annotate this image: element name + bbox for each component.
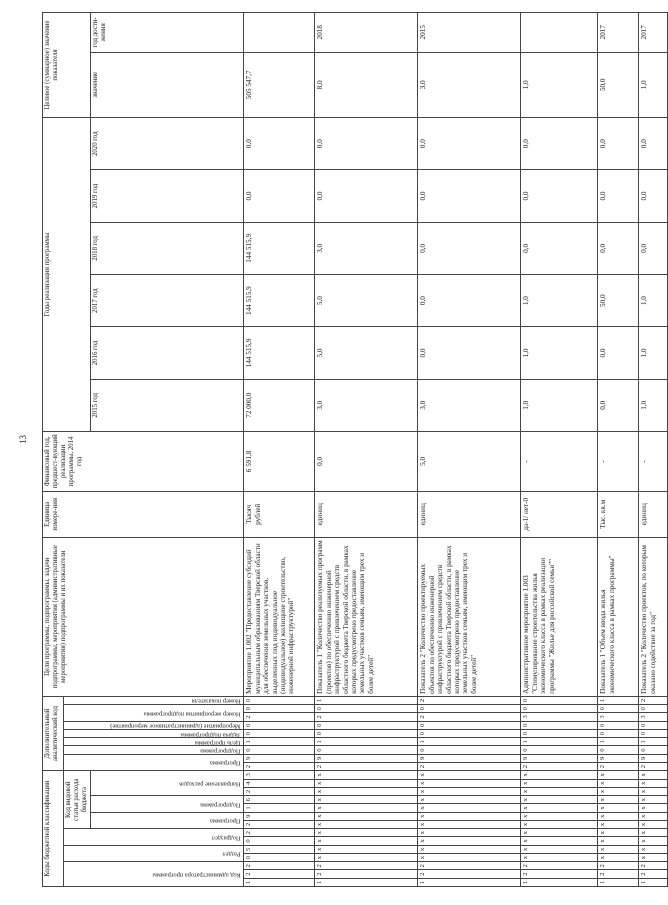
code-digit: 1 — [418, 738, 521, 746]
code-digit: 1 — [418, 878, 521, 886]
header-y2018: 2018 год — [91, 222, 244, 274]
code-digit: 2 — [244, 713, 315, 721]
row-name: Мероприятие 1.002 "Предоставление субсидий муниципальным образованиям Тверской области для обеспечения земельных участков, выделенных под индивидуальное (индивидуальное) жилищное строительство, инженерной инфраструктурой" — [244, 537, 315, 696]
code-digit: х — [639, 829, 668, 837]
code-digit: 0 — [521, 696, 598, 704]
row-y2019: 0,0 — [418, 170, 521, 222]
header-years-group: Годы реализации программы — [43, 118, 91, 432]
code-digit: 0 — [521, 746, 598, 754]
code-digit: х — [639, 837, 668, 845]
code-digit: х — [521, 779, 598, 787]
row-fin-year: 0,0 — [315, 431, 418, 491]
row-y2017: 1,0 — [521, 274, 598, 326]
header-meropriyatie: Мероприятие (административное мероприятие) — [64, 721, 244, 729]
code-digit: х — [639, 853, 668, 861]
row-y2017: 1,0 — [639, 274, 668, 326]
code-digit: 0 — [418, 729, 521, 737]
row-target-year — [521, 13, 598, 53]
code-digit: х — [315, 845, 418, 853]
row-target-value: 8,0 — [315, 52, 418, 117]
row-name: Показатель 2 "Количество проектируемых объектов по обеспечению инженерной инфраструктурой с привлечением средств областного бюджета Тверской области, в рамках которых предусмотрено предоставление земельных участков семьям, имеющим трех и более детей" — [418, 537, 521, 696]
code-digit: 2 — [315, 713, 418, 721]
code-digit: 0 — [418, 721, 521, 729]
code-digit: х — [598, 812, 639, 820]
row-y2015: 0,0 — [598, 379, 639, 431]
code-digit: 0 — [639, 746, 668, 754]
code-digit: 0 — [521, 721, 598, 729]
row-y2018: 144 515,9 — [244, 222, 315, 274]
row-target-value: 1,0 — [639, 52, 668, 117]
code-digit: 1 — [521, 878, 598, 886]
code-digit: х — [598, 853, 639, 861]
code-digit: х — [639, 779, 668, 787]
code-digit: х — [598, 779, 639, 787]
code-digit: 2 — [244, 862, 315, 870]
row-y2016: 1,0 — [521, 327, 598, 379]
code-digit: 3 — [598, 713, 639, 721]
code-digit: х — [639, 787, 668, 795]
code-digit: 0 — [598, 729, 639, 737]
header-napravlenie: Направление расходов — [91, 771, 244, 796]
code-digit: х — [315, 820, 418, 828]
row-y2015: 72 000,0 — [244, 379, 315, 431]
code-digit: 2 — [315, 763, 418, 771]
code-digit: 9 — [315, 754, 418, 762]
code-digit: 0 — [418, 705, 521, 713]
row-target-year: 2017 — [639, 13, 668, 53]
row-unit: Тысяч рублей — [244, 491, 315, 537]
code-digit: 1 — [315, 878, 418, 886]
code-digit: 0 — [418, 746, 521, 754]
code-digit: 9 — [639, 754, 668, 762]
code-digit: 0 — [244, 837, 315, 845]
code-digit: 2 — [244, 870, 315, 878]
code-digit: 2 — [315, 870, 418, 878]
code-digit: х — [598, 837, 639, 845]
code-digit: х — [521, 804, 598, 812]
row-y2020: 0,0 — [598, 118, 639, 170]
row-y2018: 3,0 — [315, 222, 418, 274]
row-y2019: 0,0 — [598, 170, 639, 222]
header-programma: Программа — [64, 754, 244, 771]
code-digit: х — [598, 796, 639, 804]
code-digit: х — [639, 845, 668, 853]
code-digit: 3 — [639, 713, 668, 721]
code-digit: х — [418, 804, 521, 812]
row-name: Показатель 1 "Объем ввода жилья экономического класса в рамках программы" — [598, 537, 639, 696]
header-nomer-mer: Номер мероприятия подпрограммы — [64, 705, 244, 722]
code-digit: 0 — [315, 705, 418, 713]
code-digit: х — [521, 853, 598, 861]
code-digit: х — [521, 829, 598, 837]
code-digit: 5 — [244, 845, 315, 853]
header-codes-budget: Коды бюджетной классификации — [43, 771, 64, 887]
header-target-group: Целевое (суммарное) значение показателя — [43, 13, 91, 118]
code-digit: х — [418, 853, 521, 861]
page-number: 13 — [18, 435, 28, 444]
row-unit: единиц — [639, 491, 668, 537]
row-y2015: 1,0 — [521, 379, 598, 431]
code-digit: 2 — [418, 862, 521, 870]
header-y2020: 2020 год — [91, 118, 244, 170]
row-y2020: 0,0 — [315, 118, 418, 170]
row-unit: да-1/ нет-0 — [521, 491, 598, 537]
row-y2017: 5,0 — [315, 274, 418, 326]
header-dop-code: Дополнительный аналитический код — [43, 696, 64, 770]
code-digit: 2 — [521, 763, 598, 771]
code-digit: 2 — [244, 787, 315, 795]
code-digit: 0 — [315, 729, 418, 737]
code-digit: 0 — [244, 696, 315, 704]
row-name: Административное мероприятие 1.003 "Стимулирование строительства жилья экономического класса в рамках реализации программы "Жилье для российской семьи"" — [521, 537, 598, 696]
code-digit: 1 — [521, 738, 598, 746]
code-digit: 3 — [521, 713, 598, 721]
code-digit: х — [418, 820, 521, 828]
code-digit: 2 — [521, 870, 598, 878]
code-digit: 0 — [244, 705, 315, 713]
row-y2015: 3,0 — [418, 379, 521, 431]
code-digit: 2 — [598, 763, 639, 771]
code-digit: 9 — [418, 754, 521, 762]
row-y2020: 0,0 — [418, 118, 521, 170]
row-y2016: 144 515,9 — [244, 327, 315, 379]
code-digit: 6 — [244, 796, 315, 804]
code-digit: 2 — [418, 763, 521, 771]
code-digit: 1 — [598, 878, 639, 886]
code-digit: х — [639, 812, 668, 820]
header-programma-v: Программа — [91, 812, 244, 829]
code-digit: х — [639, 771, 668, 779]
header-cel: Цель программы — [64, 738, 244, 746]
row-target-value: 505 547,7 — [244, 52, 315, 117]
row-y2019: 0,0 — [521, 170, 598, 222]
header-y2016: 2016 год — [91, 327, 244, 379]
header-row-1 — [43, 13, 64, 887]
code-digit: 1 — [244, 738, 315, 746]
code-digit: 0 — [521, 729, 598, 737]
code-digit: 2 — [598, 870, 639, 878]
rotated-table-wrapper — [42, 12, 657, 887]
code-digit: 3 — [244, 771, 315, 779]
code-digit: 0 — [244, 729, 315, 737]
row-target-year: 2017 — [598, 13, 639, 53]
header-y2015: 2015 год — [91, 379, 244, 431]
row-fin-year: 5,0 — [418, 431, 521, 491]
code-digit: 2 — [418, 696, 521, 704]
code-digit: х — [521, 812, 598, 820]
row-y2017: 50,0 — [598, 274, 639, 326]
code-digit: х — [418, 771, 521, 779]
code-digit: 2 — [639, 870, 668, 878]
row-unit: Тыс. кв.м — [598, 491, 639, 537]
row-y2018: 0,0 — [639, 222, 668, 274]
code-digit: 2 — [639, 763, 668, 771]
code-digit: х — [418, 787, 521, 795]
row-fin-year: - — [598, 431, 639, 491]
code-digit: х — [315, 804, 418, 812]
code-digit: х — [598, 804, 639, 812]
header-nomer-pok: Номер показателя — [64, 696, 244, 704]
code-digit: х — [315, 853, 418, 861]
code-digit: х — [521, 837, 598, 845]
code-digit: 1 — [244, 878, 315, 886]
code-digit: 2 — [418, 713, 521, 721]
code-digit: 4 — [244, 779, 315, 787]
code-digit: х — [598, 820, 639, 828]
code-digit: х — [521, 796, 598, 804]
code-digit: 0 — [639, 705, 668, 713]
code-digit: 1 — [639, 738, 668, 746]
table-row — [639, 13, 668, 887]
code-digit: 1 — [315, 696, 418, 704]
row-y2016: 0,0 — [418, 327, 521, 379]
header-razdel: Раздел — [64, 845, 244, 862]
code-digit: 2 — [639, 696, 668, 704]
code-digit: х — [418, 796, 521, 804]
header-name-col: Цели программы, подпрограммы, задачи подпрограммы, мероприятия (административные мероприятия) подпрограммы и их показатели — [43, 537, 244, 696]
row-fin-year: - — [521, 431, 598, 491]
row-target-value: 50,0 — [598, 52, 639, 117]
code-digit: 0 — [244, 746, 315, 754]
code-digit: х — [418, 837, 521, 845]
code-digit: х — [315, 779, 418, 787]
row-name: Показатель 2 "Количество проектов, по которым оказано содействие за год" — [639, 537, 668, 696]
header-target-value: значение — [91, 52, 244, 117]
row-y2017: 144 515,9 — [244, 274, 315, 326]
row-unit: единиц — [418, 491, 521, 537]
row-y2016: 1,0 — [639, 327, 668, 379]
code-digit: 9 — [244, 754, 315, 762]
code-digit: 0 — [639, 721, 668, 729]
code-digit: 2 — [418, 870, 521, 878]
code-digit: х — [315, 771, 418, 779]
row-y2020: 0,0 — [244, 118, 315, 170]
row-y2019: 0,0 — [315, 170, 418, 222]
code-digit: 0 — [244, 721, 315, 729]
code-digit: х — [639, 820, 668, 828]
row-y2016: 0,0 — [598, 327, 639, 379]
code-digit: х — [598, 787, 639, 795]
table-row — [521, 13, 598, 887]
row-y2018: 0,0 — [598, 222, 639, 274]
code-digit: х — [418, 845, 521, 853]
row-y2018: 0,0 — [521, 222, 598, 274]
code-digit: 0 — [521, 705, 598, 713]
header-podprogramma-v: Подпрограмма — [91, 796, 244, 813]
row-y2020: 0,0 — [521, 118, 598, 170]
row-fin-year: 6 591,8 — [244, 431, 315, 491]
code-digit: 2 — [598, 862, 639, 870]
row-fin-year: - — [639, 431, 668, 491]
header-fin-year: Финансовый год, предшест-вующий реализации программы, 2014 год — [43, 431, 244, 491]
header-y2019: 2019 год — [91, 170, 244, 222]
row-unit: единиц — [315, 491, 418, 537]
code-digit: 2 — [244, 763, 315, 771]
code-digit: 1 — [598, 738, 639, 746]
header-podprogramma: Подпрограмма — [64, 746, 244, 754]
code-digit: х — [598, 771, 639, 779]
code-digit: х — [598, 845, 639, 853]
code-digit: х — [521, 820, 598, 828]
code-digit: х — [418, 829, 521, 837]
row-y2019: 0,0 — [639, 170, 668, 222]
code-digit: х — [639, 804, 668, 812]
table-row — [244, 13, 315, 887]
row-y2015: 3,0 — [315, 379, 418, 431]
code-digit: х — [521, 787, 598, 795]
row-target-year: 2018 — [315, 13, 418, 53]
code-digit: 0 — [315, 721, 418, 729]
table-row — [598, 13, 639, 887]
header-admin-code: Код администратора программы — [64, 862, 244, 887]
code-digit: х — [418, 779, 521, 787]
code-digit: 0 — [598, 705, 639, 713]
row-y2015: 1,0 — [639, 379, 668, 431]
code-digit: х — [315, 829, 418, 837]
header-podrazdel: Подраздел — [64, 829, 244, 846]
code-digit: 1 — [639, 878, 668, 886]
row-target-value: 1,0 — [521, 52, 598, 117]
code-digit: х — [598, 829, 639, 837]
header-target-year: год дости-жения — [91, 13, 244, 53]
row-y2018: 0,0 — [418, 222, 521, 274]
code-digit: 2 — [244, 829, 315, 837]
code-digit: 9 — [244, 812, 315, 820]
code-digit: 0 — [315, 746, 418, 754]
table-row — [418, 13, 521, 887]
row-name: Показатель 1 "Количество реализуемых программ (проектов) по обеспечению инженерной инфраструктурой с привлечением средств областного бюджета Тверской области, в рамках которых предусмотрено предоставление земельных участков семьям, имеющим трех и более детей" — [315, 537, 418, 696]
row-target-value: 3,0 — [418, 52, 521, 117]
header-y2017: 2017 год — [91, 274, 244, 326]
code-digit: х — [521, 845, 598, 853]
code-digit: 1 — [598, 696, 639, 704]
code-digit: 2 — [244, 820, 315, 828]
code-digit: 2 — [315, 862, 418, 870]
program-table — [42, 12, 668, 887]
code-digit: х — [521, 771, 598, 779]
row-y2019: 0,0 — [244, 170, 315, 222]
header-unit: Единица измере-ния — [43, 491, 244, 537]
code-digit: 0 — [598, 746, 639, 754]
code-digit: 2 — [639, 862, 668, 870]
code-digit: х — [315, 787, 418, 795]
code-digit: 2 — [521, 862, 598, 870]
row-target-year — [244, 13, 315, 53]
row-y2017: 0,0 — [418, 274, 521, 326]
code-digit: х — [315, 796, 418, 804]
table-row — [315, 13, 418, 887]
code-digit: 0 — [244, 853, 315, 861]
code-digit: х — [315, 837, 418, 845]
row-y2016: 5,0 — [315, 327, 418, 379]
code-digit: х — [315, 812, 418, 820]
code-digit: 1 — [315, 738, 418, 746]
code-digit: 9 — [521, 754, 598, 762]
row-y2020: 0,0 — [639, 118, 668, 170]
row-target-year: 2015 — [418, 13, 521, 53]
header-zadacha: Задача подпрограммы — [64, 729, 244, 737]
code-digit: 0 — [639, 729, 668, 737]
code-digit: х — [418, 812, 521, 820]
header-vid-rasx: Код видовой статьи расхода бюджета — [64, 771, 91, 829]
code-digit: 0 — [598, 721, 639, 729]
code-digit: 1 — [244, 804, 315, 812]
code-digit: 9 — [598, 754, 639, 762]
code-digit: х — [639, 796, 668, 804]
